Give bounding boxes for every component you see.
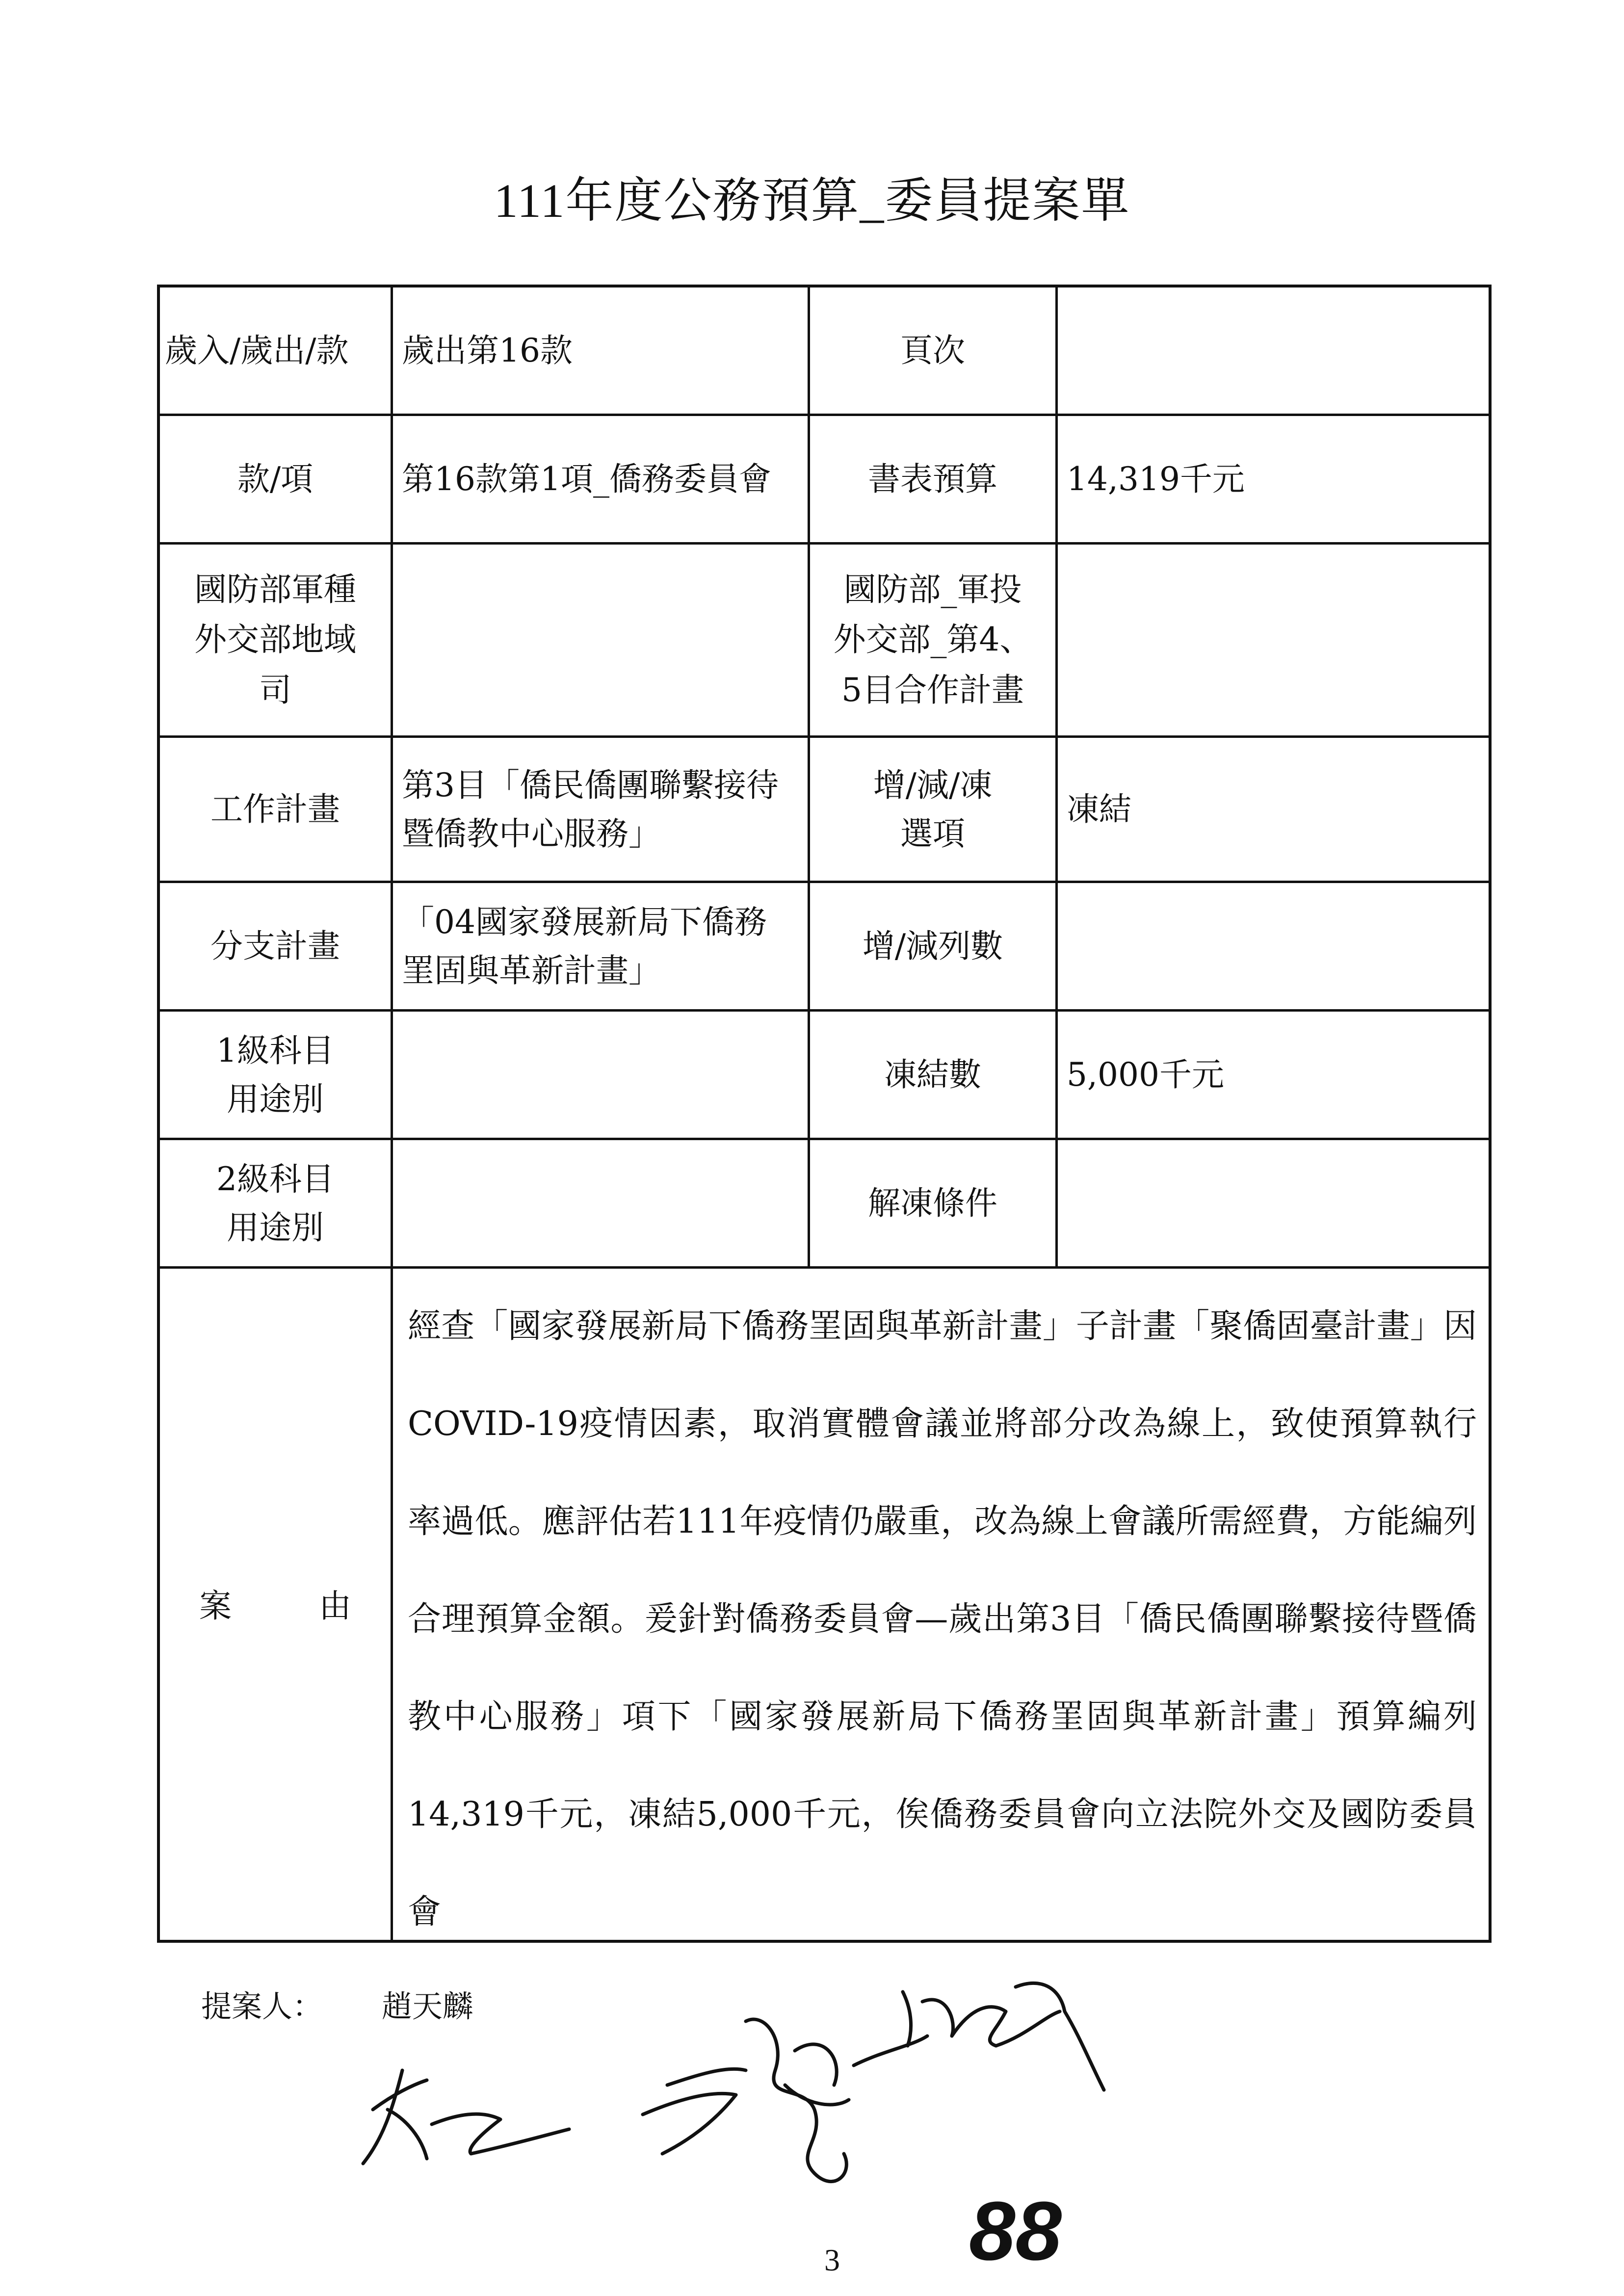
proposer-line (201, 1982, 473, 2026)
value-adjust-option: 凍結 (1067, 790, 1131, 828)
value-branch-plan: 「04國家發展新局下僑務罣固與革新計畫」 (393, 883, 810, 1009)
table-row (160, 1012, 1489, 1140)
value-budget-type: 歲出第16款 (393, 287, 810, 414)
label-cooperation-plan: 國防部_軍投 外交部_第4、 5目合作計畫 (810, 545, 1058, 735)
table-row (160, 1140, 1489, 1269)
label-budget-type: 歲入/歲出/款 (160, 287, 393, 414)
label-adjust-amount: 增/減列數 (810, 883, 1058, 1009)
page-number: 3 (824, 2243, 840, 2277)
label-unfreeze-conditions: 解凍條件 (810, 1140, 1058, 1266)
table-row (160, 287, 1489, 416)
reason-text: 經查「國家發展新局下僑務罣固與革新計畫」子計畫「聚僑固臺計畫」因COVID-19疫情因素，取消實體會議並將部分改為線上，致使預算執行率過低。應評估若111年疫情仍嚴重，改為線上會議所需經費，方能編列合理預算金額。爰針對僑務委員會—歲出第3目「僑民僑團聯繫接待暨僑教中心服務」項下「國家發展新局下僑務罣固與革新計畫」預算編列14,319千元，凍結5,000千元，俟僑務委員會向立法院外交及國防委員會 (408, 1307, 1477, 1931)
value-book-budget: 14,319千元 (1067, 460, 1245, 498)
label-section-item: 款/項 (160, 416, 393, 542)
value-page (1058, 287, 1492, 414)
proposal-form-table (157, 285, 1492, 1943)
table-row (160, 883, 1489, 1012)
value-work-plan: 第3目「僑民僑團聯繫接待暨僑教中心服務」 (393, 738, 810, 881)
table-row-reason (160, 1269, 1489, 1943)
label-book-budget: 書表預算 (810, 416, 1058, 542)
proposer-name: 趙天麟 (382, 1990, 473, 2024)
label-level2-subject: 2級科目 用途別 (160, 1140, 393, 1266)
label-defense-foreign: 國防部軍種 外交部地域 司 (160, 545, 393, 735)
label-reason (160, 1269, 393, 1943)
label-branch-plan: 分支計畫 (160, 883, 393, 1009)
value-adjust-amount (1058, 883, 1492, 1009)
label-reason-char-2: 由 (319, 1587, 351, 1625)
label-adjust-option: 增/減/凍 選項 (810, 738, 1058, 881)
value-unfreeze-conditions (1058, 1140, 1492, 1266)
label-work-plan: 工作計畫 (160, 738, 393, 881)
label-page: 頁次 (810, 287, 1058, 414)
value-level1-subject (393, 1012, 810, 1138)
proposer-label: 提案人： (201, 1990, 323, 2024)
label-frozen-amount: 凍結數 (810, 1012, 1058, 1138)
value-cooperation-plan (1058, 545, 1492, 735)
label-reason-char-1: 案 (199, 1587, 232, 1625)
table-row (160, 416, 1489, 545)
handwritten-page-number: 88 (969, 2185, 1062, 2278)
table-row (160, 545, 1489, 738)
label-level1-subject: 1級科目 用途別 (160, 1012, 393, 1138)
value-section-item: 第16款第1項_僑務委員會 (393, 416, 810, 542)
value-defense-foreign (393, 545, 810, 735)
value-level2-subject (393, 1140, 810, 1266)
table-row (160, 738, 1489, 883)
form-title: 111年度公務預算_委員提案單 (494, 175, 1130, 228)
value-frozen-amount: 5,000千元 (1067, 1056, 1224, 1094)
